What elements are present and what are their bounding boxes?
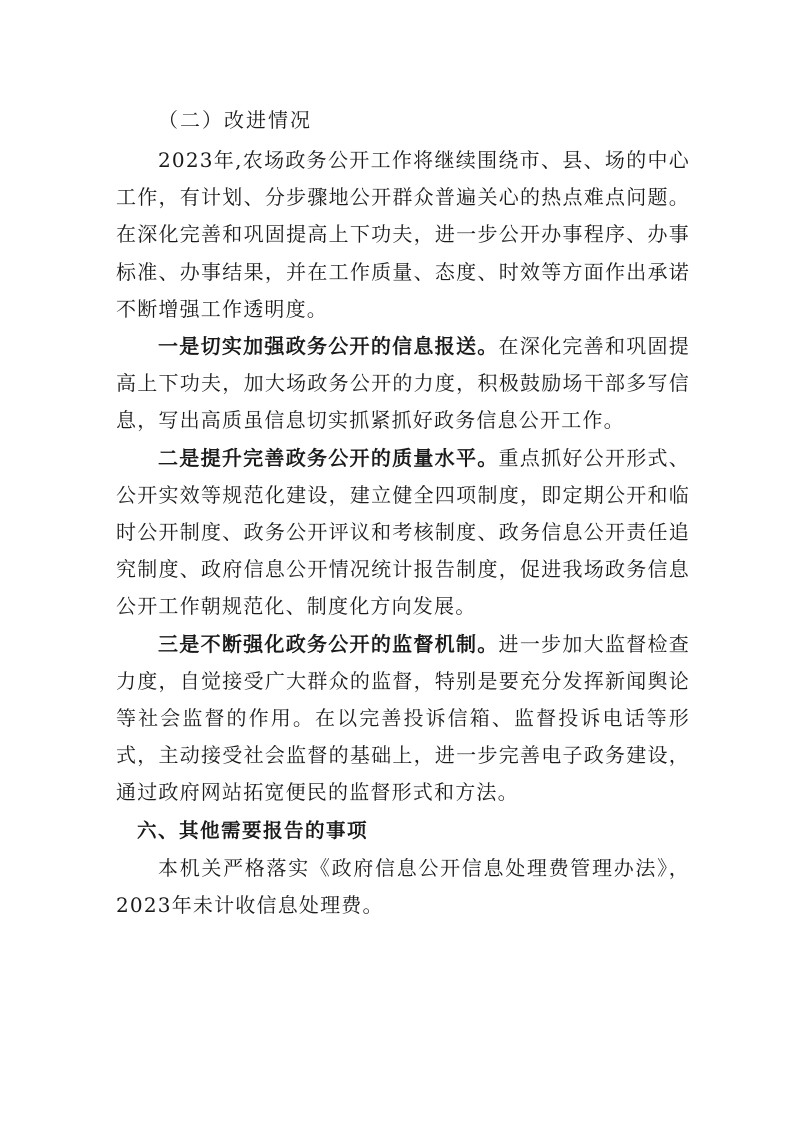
point-one-paragraph	[116, 328, 690, 440]
point-two-paragraph	[116, 440, 690, 626]
intro-paragraph: 2023年,农场政务公开工作将继续围绕市、县、场的中心工作，有计划、分步骤地公开群众普遍关心的热点难点问题。在深化完善和巩固提高上下功夫，进一步公开办事程序、办事标准、办事结果，并在工作质量、态度、时效等方面作出承诺不断增强工作透明度。	[116, 148, 690, 321]
document-body	[116, 98, 690, 924]
point-three-paragraph	[116, 626, 690, 812]
point-one-lead: 一是切实加强政务公开的信息报送。	[158, 334, 499, 359]
section-six-heading: 六、其他需要报告的事项	[137, 818, 369, 842]
subheading-improvement: （二）改进情况	[158, 108, 312, 132]
point-three-lead: 三是不断强化政务公开的监督机制。	[158, 631, 499, 656]
point-one-body: 在深化完善和巩固提高上下功夫，加大场政务公开的力度，积极鼓励场干部多写信息，写出高质虽信息切实抓紧抓好政务信息公开工作。	[116, 334, 690, 433]
point-three-body: 进一步加大监督检查力度，自觉接受广大群众的监督，特别是要充分发挥新闻舆论等社会监督的作用。在以完善投诉信箱、监督投诉电话等形式，主动接受社会监督的基础上，进一步完善电子政务建设，通过政府网站拓宽便民的监督形式和方法。	[116, 631, 690, 805]
section-six-paragraph: 本机关严格落实《政府信息公开信息处理费管理办法》，2023年未计收信息处理费。	[116, 855, 690, 917]
point-two-lead: 二是提升完善政务公开的质量水平。	[158, 445, 499, 470]
point-two-body: 重点抓好公开形式、公开实效等规范化建设，建立健全四项制度，即定期公开和临时公开制度、政务公开评议和考核制度、政务信息公开责任追究制度、政府信息公开情况统计报告制度，促进我场政务信息公开工作朝规范化、制度化方向发展。	[116, 445, 690, 619]
